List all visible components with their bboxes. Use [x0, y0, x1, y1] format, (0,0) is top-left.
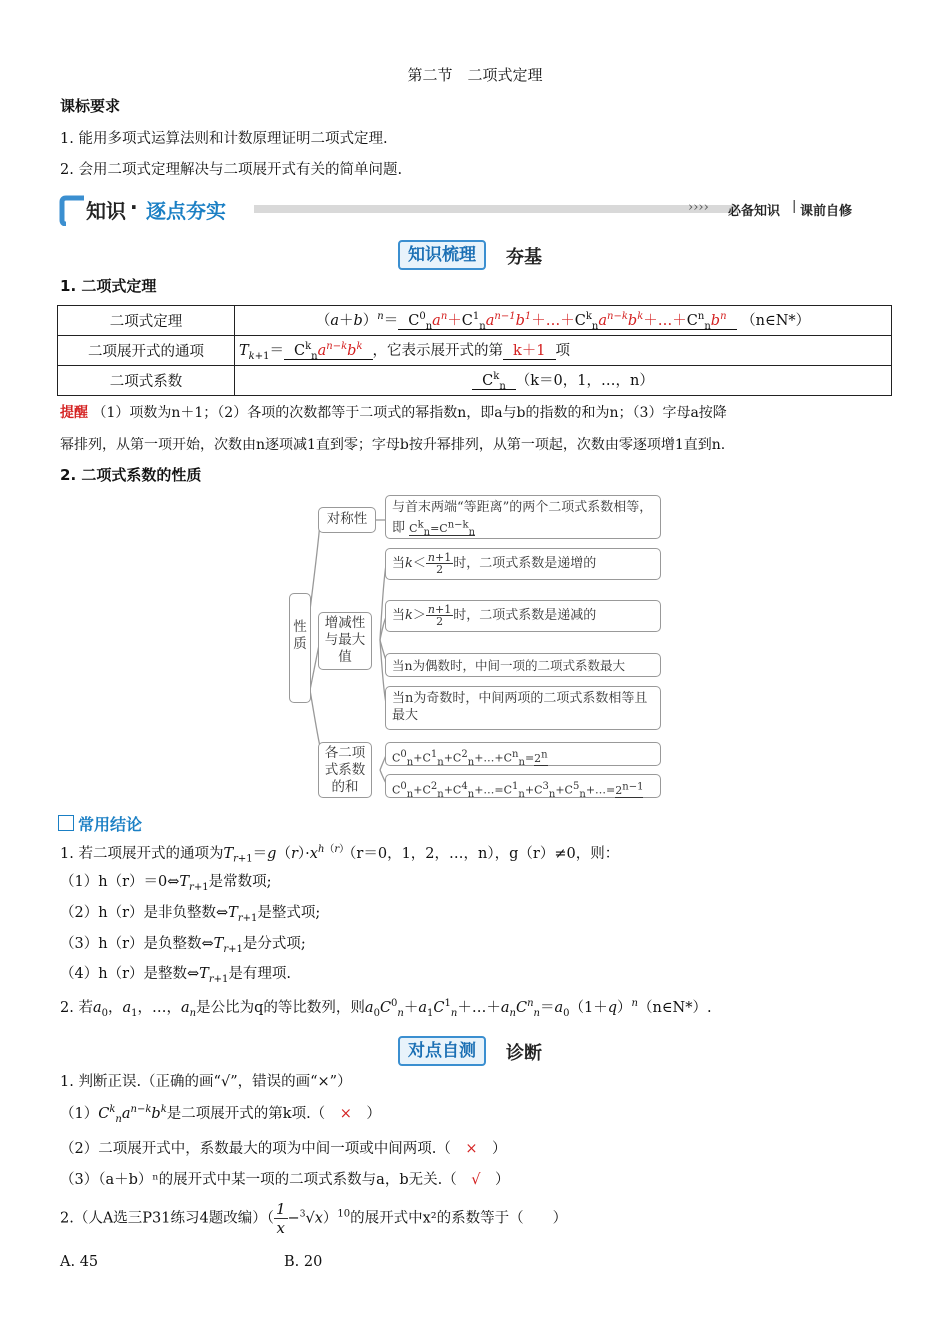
- binomial-coefficient: $C^k_n$ （k＝0，1，…，n）: [235, 366, 892, 396]
- banner-arrows: ››››: [688, 200, 709, 215]
- tip-label: 提醒: [60, 405, 88, 421]
- option-b[interactable]: B. 20: [284, 1254, 323, 1270]
- judgment-3: （3）（a＋b）ⁿ的展开式中某一项的二项式系数与a，b无关.（ √ ）: [60, 1172, 510, 1188]
- question-1: 1. 判断正误.（正确的画“√”，错误的画“×”）: [60, 1074, 352, 1090]
- banner-right-a: 必备知识: [728, 204, 781, 219]
- box-sum-all: $C^0_n+C^1_n+C^2_n+\dots+C^n_n=2^n$: [385, 742, 661, 766]
- judgment-2: （2）二项展开式中，系数最大的项为中间一项或中间两项.（ × ）: [60, 1141, 507, 1157]
- row-label: 二项式定理: [58, 306, 235, 336]
- row-label: 二项式系数: [58, 366, 235, 396]
- square-icon: [58, 815, 74, 831]
- judgment-1: $(1)C^k_na^{n-k}b^k$是二项展开式的第k项.（ × ）: [60, 1104, 381, 1125]
- part1-heading: 1. 二项式定理: [60, 277, 157, 295]
- conclusion-item-2: 2. 若$a_0$，$a_1$，…，$a_n$是公比为q的等比数列，则$a_0C^0_n+a_1C^1_n+\dots+a_nC^n_n=a_0(1+q)^n(n\in N*)$.: [60, 998, 712, 1019]
- banner-sep: |: [792, 199, 797, 214]
- part2-heading: 2. 二项式系数的性质: [60, 466, 202, 484]
- conclusion-item-1: 1. 若二项展开式的通项为$T_{r+1}=g(r)\cdot x^{h(r)}(r=0$，1，2，…，n），g（r）≠0，则：: [60, 844, 620, 865]
- box-sum-odd-even: $C^0_n+C^2_n+C^4_n+\dots=C^1_n+C^3_n+C^5_n+\dots=2^{n-1}$: [385, 774, 661, 798]
- box-symmetry: 与首末两端“等距离”的两个二项式系数相等，即 $C^k_n=C^{n-k}_n$: [385, 495, 661, 539]
- answer-mark: √: [471, 1172, 481, 1188]
- node-monotonic: 增减性与最大值: [318, 612, 372, 670]
- banner-dot: ·: [130, 195, 138, 219]
- requirement-item-1: 1. 能用多项式运算法则和计数原理证明二项式定理.: [60, 131, 388, 147]
- theorem-table: [57, 305, 892, 396]
- node-symmetry: 对称性: [318, 507, 376, 533]
- row-label: 二项展开式的通项: [58, 336, 235, 366]
- tip-line-1: 提醒 （1）项数为n＋1；（2）各项的次数都等于二项式的幂指数n，即a与b的指数的和为n；（3）字母a按降: [60, 405, 727, 421]
- banner-left-a: 知识: [86, 199, 126, 223]
- section-badge-knowledge: 知识梳理: [398, 240, 486, 270]
- section-banner: [58, 192, 858, 228]
- theorem-expansion-blank: $C^0_na^n+C^1_na^{n-1}b^1+\dots+C^k_na^{n-k}b^k+\dots+C^n_nb^n$: [398, 313, 736, 330]
- section-badge-tail: 夯基: [506, 247, 542, 268]
- box-increasing: 当k＜ $\frac{n+1}{2}$ 时，二项式系数是递增的: [385, 548, 661, 580]
- table-row: [58, 336, 892, 366]
- banner-bar: [254, 205, 738, 213]
- answer-mark: ×: [465, 1141, 478, 1157]
- box-decreasing: 当k＞ $\frac{n+1}{2}$ 时，二项式系数是递减的: [385, 600, 661, 632]
- box-even: 当n为偶数时，中间一项的二项式系数最大: [385, 653, 661, 677]
- section-badge-selftest: 对点自测: [398, 1036, 486, 1066]
- term-index-blank: k＋1: [503, 343, 556, 360]
- conclusion-sub-3: （3）h（r）是负整数$\Leftrightarrow T_{r+1}$是分式项;: [60, 936, 306, 955]
- general-term-blank: $C^k_na^{n-k}b^k$: [284, 343, 373, 360]
- theorem-tail: （n∈N*）: [741, 313, 811, 330]
- page-title: 第二节 二项式定理: [407, 66, 543, 84]
- theorem-formula: $(a+b)^n=$ $C^0_na^n+C^1_na^{n-1}b^1+\dots+C^k_na^{n-k}b^k+\dots+C^n_nb^n$ （n∈N*）: [235, 306, 892, 336]
- requirement-item-2: 2. 会用二项式定理解决与二项展开式有关的简单问题.: [60, 162, 403, 178]
- option-a[interactable]: A. 45: [60, 1254, 99, 1270]
- tip-line-2: 幂排列，从第一项开始，次数由n逐项减1直到零；字母b按升幂排列，从第一项起，次数由零逐项增1直到n.: [60, 437, 726, 453]
- answer-mark: ×: [339, 1106, 352, 1122]
- section-badge-tail-2: 诊断: [506, 1043, 542, 1064]
- conclusions-heading: 常用结论: [78, 815, 143, 834]
- part1-heading-text: 二项式定理: [81, 277, 157, 295]
- banner-left-b: 逐点夯实: [146, 199, 226, 223]
- part1-heading-num: 1: [60, 277, 71, 295]
- node-sum: 各二项式系数的和: [318, 742, 372, 798]
- question-2: 2.（人A选三P31练习4题改编）（ $\frac{1}{x}$ −$^3$√x）$^{10}$的展开式中x²的系数等于（ ）: [60, 1200, 568, 1237]
- conclusion-sub-1: $(1)h(r)=0\Leftrightarrow T_{r+1}$是常数项;: [60, 874, 272, 893]
- mindmap-root: 性质: [289, 593, 311, 703]
- table-row: [58, 366, 892, 396]
- table-row: [58, 306, 892, 336]
- conclusion-sub-4: （4）h（r）是整数$\Leftrightarrow T_{r+1}$是有理项.: [60, 966, 291, 985]
- conclusion-sub-2: （2）h（r）是非负整数$\Leftrightarrow T_{r+1}$是整式项;: [60, 905, 321, 924]
- general-term: $T_{k+1}= C^k_na^{n-k}b^k$ ，它表示展开式的第 k＋1 项: [235, 336, 892, 366]
- banner-right-b: 课前自修: [800, 204, 853, 219]
- requirements-heading: 课标要求: [60, 97, 121, 115]
- bracket-icon: [58, 194, 88, 226]
- box-odd: 当n为奇数时，中间两项的二项式系数相等且最大: [385, 686, 661, 730]
